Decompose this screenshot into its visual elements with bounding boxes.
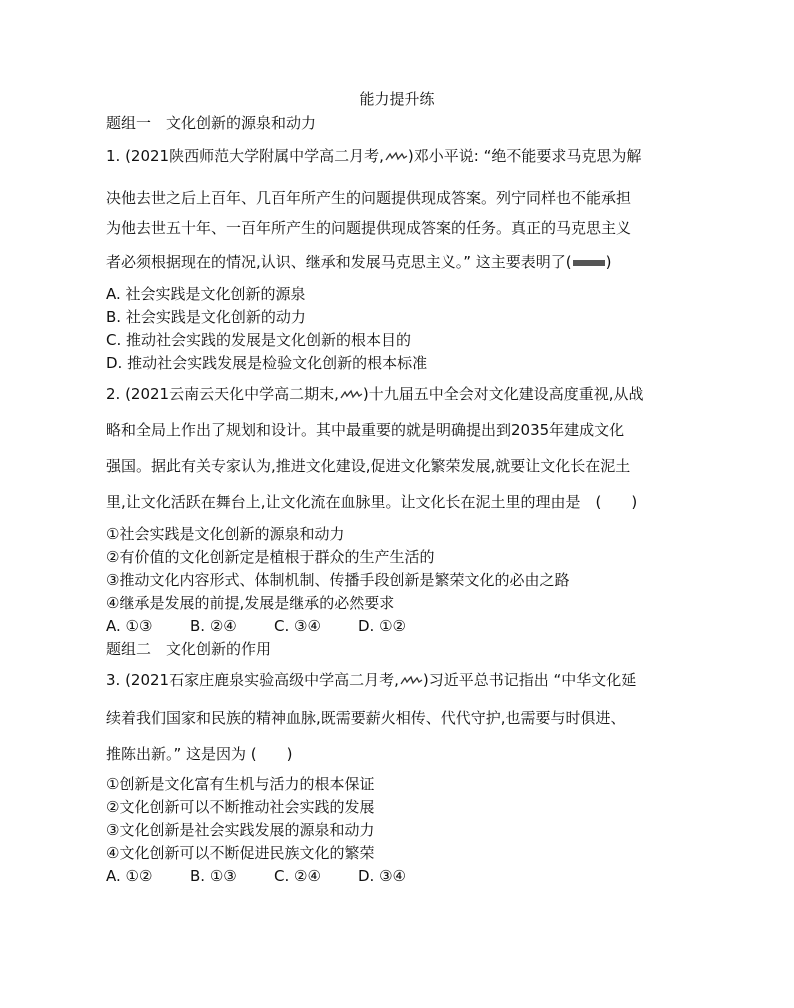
- q1-line-4a: 者必须根据现在的情况,认识、继承和发展马克思主义。” 这主要表明了(: [106, 253, 572, 271]
- q3-statement-2: ②文化创新可以不断推动社会实践的发展: [106, 798, 375, 816]
- q2-line-1: [106, 384, 644, 404]
- q1-option-a: A. 社会实践是文化创新的源泉: [106, 285, 306, 303]
- q2-answer-options: [106, 616, 406, 636]
- q3-line-1b: )习近平总书记指出 “中华文化延: [422, 671, 637, 689]
- q2-choice-b: B. ②④: [190, 617, 237, 635]
- q3-line-1: [106, 670, 636, 690]
- q2-statement-3: ③推动文化内容形式、体制机制、传播手段创新是繁荣文化的必由之路: [106, 571, 570, 589]
- q1-line-2: 决他去世之后上百年、几百年所产生的问题提供现成答案。列宁同样也不能承担: [106, 189, 632, 207]
- q1-option-b: B. 社会实践是文化创新的动力: [106, 308, 306, 326]
- q3-line-2: 续着我们国家和民族的精神血脉,既需要薪火相传、代代守护,也需要与时俱进、: [106, 709, 626, 727]
- q2-choice-c: C. ③④: [274, 617, 321, 635]
- q2-line-1b: )十九届五中全会对文化建设高度重视,从战: [362, 385, 644, 403]
- q3-choice-d: D. ③④: [358, 867, 406, 885]
- q2-line-2: 略和全局上作出了规划和设计。其中最重要的就是明确提出到2035年建成文化: [106, 421, 625, 439]
- q1-line-4: [106, 252, 612, 272]
- q2-line-3: 强国。据此有关专家认为,推进文化建设,促进文化繁荣发展,就要让文化长在泥土: [106, 457, 631, 475]
- difficulty-stars-icon: [339, 389, 363, 401]
- q1-line-3: 为他去世五十年、一百年所产生的问题提供现成答案的任务。真正的马克思主义: [106, 219, 632, 237]
- q1-line-1: [106, 146, 641, 166]
- q1-line-1a: 1. (2021陕西师范大学附属中学高二月考,: [106, 147, 384, 165]
- q2-statement-1: ①社会实践是文化创新的源泉和动力: [106, 525, 345, 543]
- difficulty-stars-icon: [384, 151, 408, 163]
- q2-choice-d: D. ①②: [358, 617, 406, 635]
- q3-choice-a: A. ①②: [106, 867, 153, 885]
- q2-line-4: 里,让文化活跃在舞台上,让文化流在血脉里。让文化长在泥土里的理由是 ( ): [106, 493, 638, 511]
- section-heading-2: 题组二 文化创新的作用: [106, 640, 272, 658]
- q2-choice-a: A. ①③: [106, 617, 153, 635]
- q1-line-1b: )邓小平说: “绝不能要求马克思为解: [407, 147, 642, 165]
- q3-statement-1: ①创新是文化富有生机与活力的根本保证: [106, 775, 375, 793]
- difficulty-stars-icon: [399, 675, 423, 687]
- q3-line-3: 推陈出新。” 这是因为 ( ): [106, 745, 293, 763]
- q3-statement-4: ④文化创新可以不断促进民族文化的繁荣: [106, 844, 375, 862]
- section-heading-1: 题组一 文化创新的源泉和动力: [106, 114, 317, 132]
- q3-choice-c: C. ②④: [274, 867, 321, 885]
- q3-answer-options: [106, 866, 406, 886]
- q1-option-d: D. 推动社会实践发展是检验文化创新的根本标准: [106, 354, 428, 372]
- q2-line-1a: 2. (2021云南云天化中学高二期末,: [106, 385, 339, 403]
- watermark-logo-icon: [572, 258, 606, 268]
- q2-statement-4: ④继承是发展的前提,发展是继承的必然要求: [106, 594, 395, 612]
- q1-line-4b: ): [605, 253, 612, 271]
- page-title: 能力提升练: [359, 90, 435, 108]
- q3-choice-b: B. ①③: [190, 867, 237, 885]
- q1-option-c: C. 推动社会实践的发展是文化创新的根本目的: [106, 331, 412, 349]
- q3-statement-3: ③文化创新是社会实践发展的源泉和动力: [106, 821, 375, 839]
- q2-statement-2: ②有价值的文化创新定是植根于群众的生产生活的: [106, 548, 435, 566]
- q3-line-1a: 3. (2021石家庄鹿泉实验高级中学高二月考,: [106, 671, 399, 689]
